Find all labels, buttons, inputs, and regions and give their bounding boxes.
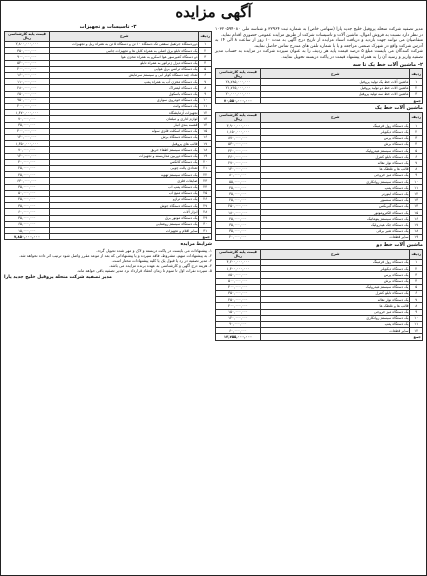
intro-paragraph: مدیر تصفیه شرکت منحله پروفیل خلیج جدید پارا (سهامی خاص) به شماره ثبت ۳۲۹۶۴ و شناسه ملی ۱۰۳۲۰۵۹۴۰۸۰ در نظر دارد نسبت به فروش اموال، ماشین آلات و تاسیسات شرکت از طریق مزایده عمومی حضوری اقدام نماید. bbox=[215, 27, 423, 38]
intro-paragraph: شرکت کنندگان می بایست مبلغ ۵ درصد قیمت پایه هر ردیف را به عنوان سپرده شرکت در مزایده به حساب مدیر تصفیه واریز و رسید آن را به همراه پیشنهاد قیمت در پاکت دربسته تحویل نمایند. bbox=[215, 49, 423, 60]
col-num: ردیف bbox=[199, 31, 212, 41]
table-row bbox=[216, 234, 423, 240]
row-num: ۱ bbox=[410, 79, 423, 85]
row-num: ۷ bbox=[199, 79, 212, 85]
left-column bbox=[4, 23, 212, 280]
row-price: ۱۴۰,۰۰۰,۰۰۰ bbox=[5, 134, 50, 140]
row-desc: یک دستگاه اسکلت فلزی سوله bbox=[50, 128, 199, 134]
row-desc: یک دستگاه دستگاه جوش bbox=[50, 203, 199, 209]
sum-label: جمع bbox=[261, 334, 423, 340]
row-price: ۴۲۰,۰۰۰,۰۰۰ bbox=[216, 148, 261, 154]
row-desc: یک دستگاه سیستم هیدرولیک bbox=[261, 284, 410, 290]
row-desc: تجهیزات آزمایشگاه bbox=[50, 110, 199, 116]
row-num: ۲۴ bbox=[199, 184, 212, 190]
row-price: ۶۳۰,۰۰۰,۰۰۰ bbox=[5, 178, 50, 184]
row-price: ۵۳۰,۰۰۰,۰۰۰ bbox=[216, 141, 261, 147]
row-price: ۱۲۰,۰۰۰,۰۰۰ bbox=[5, 153, 50, 159]
row-desc: دوردستگاه جرثقیل سقفی تک دستگاه ۱۰ تن و دستگاه ۵ تن به همراه ریل و تجهیزات bbox=[50, 41, 199, 47]
row-price: ۳۵,۰۰۰,۰۰۰ bbox=[216, 228, 261, 234]
row-price: ۲۸,۷۸۵,۰۰۰,۰۰۰ bbox=[216, 79, 261, 85]
row-desc: یک دستگاه موتور برق bbox=[50, 215, 199, 221]
row-desc: ماشین آلات خط دو تولید پروفیل bbox=[261, 85, 410, 91]
row-desc: یک دستگاه تابلو کنترل bbox=[261, 154, 410, 160]
row-price: ۳۵۰,۰۰۰,۰۰۰ bbox=[216, 290, 261, 296]
row-num: ۸ bbox=[410, 166, 423, 172]
row-num: ۱۲ bbox=[199, 110, 212, 116]
row-num: ۲ bbox=[199, 48, 212, 54]
row-price: ۴۰۰,۰۰۰,۰۰۰ bbox=[5, 128, 50, 134]
left-section-title: ۳- تاسیسات و تجهیزات bbox=[79, 24, 137, 30]
row-price: ۸۵۰,۰۰۰,۰۰۰ bbox=[216, 272, 261, 278]
row-desc: یک دستگاه دیکویلر bbox=[261, 266, 410, 272]
row-price: ۳۵,۰۰۰,۰۰۰ bbox=[216, 222, 261, 228]
row-desc: دو دستگاه کمپرسور هوا اسکرو به همراه مخزن هوا bbox=[50, 54, 199, 60]
row-num: ۱۹ bbox=[410, 234, 423, 240]
row-desc: یک دستگاه پمپ bbox=[261, 185, 410, 191]
col-desc: شرح bbox=[261, 112, 410, 122]
signature: مدیر تصفیه شرکت منحله پروفیل خلیج جدید پارا bbox=[4, 274, 112, 280]
row-price: ۴۰,۰۰۰,۰۰۰ bbox=[5, 159, 50, 165]
row-price: ۴۰۰,۰۰۰,۰۰۰ bbox=[216, 284, 261, 290]
row-num: ۱۵ bbox=[199, 128, 212, 134]
col-num: ردیف bbox=[410, 112, 423, 122]
row-num: ۱۲ bbox=[410, 191, 423, 197]
row-num: ۱ bbox=[410, 259, 423, 265]
row-desc: لوازم اداری و مبلمان bbox=[50, 116, 199, 122]
row-num: ۹ bbox=[410, 309, 423, 315]
sum-value: ۱۳,۷۵۵,۰۰۰,۰۰۰ bbox=[216, 334, 261, 340]
sum-label: جمع bbox=[50, 234, 212, 240]
row-price: ۲۵,۰۰۰,۰۰۰ bbox=[5, 165, 50, 171]
col-desc: شرح bbox=[261, 69, 410, 79]
row-price: ۷۰,۰۰۰,۰۰۰ bbox=[5, 147, 50, 153]
row-price: ۱,۱۵۰,۰۰۰,۰۰۰ bbox=[216, 129, 261, 135]
row-num: ۱۸ bbox=[199, 147, 212, 153]
row-num: ۳ bbox=[410, 91, 423, 97]
row-desc: یک دستگاه دیزل ژنراتور به همراه تابلو bbox=[50, 60, 199, 66]
row-desc: قفسه بندی انبار bbox=[50, 122, 199, 128]
row-desc: قالب ها و غلطک ها bbox=[261, 166, 410, 172]
row-desc: یک دستگاه سیستم اطفاء حریق bbox=[50, 147, 199, 153]
row-price: ۲۵۰,۰۰۰,۰۰۰ bbox=[216, 297, 261, 303]
row-price: ۴۵,۰۰۰,۰۰۰ bbox=[216, 216, 261, 222]
row-price: ۱۶۰,۰۰۰,۰۰۰ bbox=[5, 72, 50, 78]
row-desc: یک دستگاه دوربین مداربسته و تجهیزات bbox=[50, 153, 199, 159]
conditions bbox=[4, 242, 212, 273]
row-num: ۲۷ bbox=[199, 203, 212, 209]
sum-value: ۷۰,۵۵۰,۰۰۰,۰۰۰ bbox=[216, 98, 261, 104]
section2-table bbox=[215, 112, 423, 241]
row-num: ۱۲ bbox=[410, 328, 423, 334]
row-desc: یک دستگاه نوار نقاله bbox=[261, 160, 410, 166]
condition-item: ۳- مدیر تصفیه در رد یا قبول یک یا کلیه پیشنهادات مختار است. bbox=[111, 258, 212, 264]
row-price: ۵۰۰,۰۰۰,۰۰۰ bbox=[216, 278, 261, 284]
right-column bbox=[215, 27, 423, 341]
row-desc: یک دستگاه ترازو bbox=[50, 196, 199, 202]
row-desc: سایر قطعات bbox=[261, 328, 410, 334]
row-num: ۳ bbox=[410, 135, 423, 141]
row-price: ۶۵۰,۰۰۰,۰۰۰ bbox=[5, 91, 50, 97]
row-num: ۱۶ bbox=[410, 216, 423, 222]
row-num: ۱۳ bbox=[410, 197, 423, 203]
row-desc: یک دستگاه پرس bbox=[261, 135, 410, 141]
row-desc: سایر قطعات bbox=[261, 234, 410, 240]
col-price: قیمت پایه کارشناسی ریال bbox=[5, 31, 50, 41]
col-price: قیمت پایه کارشناسی ریال bbox=[216, 112, 261, 122]
row-num: ۱۷ bbox=[410, 222, 423, 228]
section3-title: ماشین آلات خط دو bbox=[376, 242, 423, 249]
row-desc: یک دستگاه سیستم روانکاری bbox=[261, 179, 410, 185]
row-desc: یک دستگاه الکتروموتور bbox=[261, 210, 410, 216]
row-price: ۳۵۰,۰۰۰,۰۰۰ bbox=[5, 48, 50, 54]
row-desc: یک دستگاه لیفتراک bbox=[50, 85, 199, 91]
row-price: ۲,۸۰۰,۰۰۰,۰۰۰ bbox=[5, 41, 50, 47]
row-price: ۱۵,۰۰۰,۰۰۰ bbox=[5, 228, 50, 234]
row-num: ۵ bbox=[410, 148, 423, 154]
row-desc: یک دستگاه ترانس برق هوایی bbox=[50, 66, 199, 72]
row-num: ۲۶ bbox=[199, 196, 212, 202]
row-price: ۳,۹۰۰,۰۰۰,۰۰۰ bbox=[216, 123, 261, 129]
row-desc: یک دستگاه مخزن آب به همراه پمپ bbox=[50, 79, 199, 85]
intro-paragraph: متقاضیان می توانند جهت بازدید و دریافت اسناد مزایده از تاریخ درج آگهی به مدت ۱۰ روز از ساعت ۸ الی ۱۴ به آدرس شرکت واقع در شهرک صنعتی مراجعه و یا با شماره تلفن های مندرج تماس حاصل نمایند. bbox=[215, 38, 424, 49]
row-desc: یک دستگاه باسکول bbox=[50, 91, 199, 97]
col-num: ردیف bbox=[410, 249, 423, 259]
row-price: ۸۰,۰۰۰,۰۰۰ bbox=[216, 172, 261, 178]
row-num: ۷ bbox=[410, 160, 423, 166]
row-num: ۲۳ bbox=[199, 178, 212, 184]
row-num: ۹ bbox=[410, 172, 423, 178]
row-price: ۳۶۰,۰۰۰,۰۰۰ bbox=[216, 154, 261, 160]
row-num: ۱۰ bbox=[410, 179, 423, 185]
row-desc: یک دستگاه رول فرمینگ bbox=[261, 123, 410, 129]
row-num: ۳ bbox=[410, 272, 423, 278]
row-desc: ماشین آلات خط سه تولید پروفیل bbox=[261, 91, 410, 97]
row-desc: یک دستگاه شیر برقی bbox=[261, 228, 410, 234]
row-desc: یک دستگاه میز خروجی bbox=[261, 309, 410, 315]
row-price: ۱,۳۵۰,۰۰۰,۰۰۰ bbox=[5, 141, 50, 147]
row-price: ۵۵,۰۰۰,۰۰۰ bbox=[216, 179, 261, 185]
intro-text bbox=[215, 27, 423, 61]
row-desc: تعدادی پالت چوبی bbox=[50, 165, 199, 171]
row-price: ۳۵,۰۰۰,۰۰۰ bbox=[5, 122, 50, 128]
row-num: ۸ bbox=[410, 303, 423, 309]
row-num: ۲۰ bbox=[199, 159, 212, 165]
row-price: ۱,۳۰۰,۰۰۰,۰۰۰ bbox=[216, 266, 261, 272]
conditions-title: شرایط مزایده bbox=[180, 242, 212, 248]
sum-label: جمع bbox=[261, 98, 423, 104]
row-desc: یک دستگاه پمپ bbox=[261, 321, 410, 327]
row-num: ۱۱ bbox=[199, 103, 212, 109]
row-desc: یک دستگاه سنسور bbox=[261, 197, 410, 203]
condition-item: ۴- هزینه درج آگهی و کارشناسی به عهده برنده مزایده می باشد. bbox=[108, 263, 212, 269]
row-price: ۴۵,۰۰۰,۰۰۰ bbox=[5, 172, 50, 178]
row-num: ۲۲ bbox=[199, 172, 212, 178]
row-price: ۴۵,۰۰۰,۰۰۰ bbox=[216, 185, 261, 191]
row-num: ۲ bbox=[410, 129, 423, 135]
row-price: ۶۰,۰۰۰,۰۰۰ bbox=[5, 209, 50, 215]
row-desc: یک دستگاه سیستم روشنایی bbox=[50, 221, 199, 227]
row-num: ۱۴ bbox=[199, 122, 212, 128]
row-price: ۶۰,۰۰۰,۰۰۰ bbox=[216, 328, 261, 334]
row-num: ۱۳ bbox=[199, 116, 212, 122]
condition-item: ۵- سپرده نفرات اول تا سوم تا زمان انعقاد قرارداد نزد مدیر تصفیه باقی خواهد ماند. bbox=[76, 268, 212, 274]
row-price: ۱۱۰,۰۰۰,۰۰۰ bbox=[5, 79, 50, 85]
row-desc: یک دستگاه وانت bbox=[50, 103, 199, 109]
row-num: ۱۰ bbox=[199, 97, 212, 103]
sum-value: ۷,۸۵۰,۰۰۰,۰۰۰ bbox=[5, 234, 50, 240]
row-num: ۱۱ bbox=[410, 185, 423, 191]
row-desc: یک دستگاه نوار نقاله bbox=[261, 297, 410, 303]
section3-table bbox=[215, 249, 423, 341]
row-price: ۵۲۰,۰۰۰,۰۰۰ bbox=[5, 60, 50, 66]
col-desc: شرح bbox=[50, 31, 199, 41]
row-desc: یک دستگاه پمپ آب bbox=[50, 184, 199, 190]
row-num: ۱ bbox=[410, 123, 423, 129]
row-desc: یک دستگاه تابلو کنترل bbox=[261, 290, 410, 296]
row-desc: یک دستگاه سیستم پنوماتیک bbox=[261, 216, 410, 222]
row-num: ۴ bbox=[410, 141, 423, 147]
row-price: ۲۰,۰۰۰,۰۰۰,۰۰۰ bbox=[216, 91, 261, 97]
row-num: ۲۵ bbox=[199, 190, 212, 196]
row-desc: ابزار آلات bbox=[50, 209, 199, 215]
col-desc: شرح bbox=[261, 249, 410, 259]
row-price: ۲۰۰,۰۰۰,۰۰۰ bbox=[5, 103, 50, 109]
col-price: قیمت پایه کارشناسی ریال bbox=[216, 69, 261, 79]
row-desc: یک دستگاه جک هیدرولیک bbox=[261, 222, 410, 228]
row-desc: یک دستگاه برش bbox=[261, 141, 410, 147]
row-num: ۱۸ bbox=[410, 228, 423, 234]
row-price: ۴۵,۰۰۰,۰۰۰ bbox=[5, 196, 50, 202]
row-price: ۷۰,۰۰۰,۰۰۰ bbox=[5, 116, 50, 122]
row-price: ۵۰,۰۰۰,۰۰۰ bbox=[5, 190, 50, 196]
row-num: ۱۷ bbox=[199, 141, 212, 147]
row-price: ۱۲۰,۰۰۰,۰۰۰ bbox=[216, 315, 261, 321]
notice-title: آگهی مزایده bbox=[175, 3, 252, 21]
row-desc: یک دستگاه دیکویلر bbox=[261, 129, 410, 135]
row-price: ۹۰,۰۰۰,۰۰۰ bbox=[216, 321, 261, 327]
row-desc: یک دستگاه گیربکس bbox=[261, 203, 410, 209]
col-price: قیمت پایه کارشناسی ریال bbox=[216, 249, 261, 259]
row-num: ۱۶ bbox=[199, 134, 212, 140]
row-price: ۹۵۰,۰۰۰,۰۰۰ bbox=[5, 97, 50, 103]
row-num: ۸ bbox=[199, 85, 212, 91]
row-num: ۵ bbox=[199, 66, 212, 72]
row-price: ۲۵۰,۰۰۰,۰۰۰ bbox=[216, 203, 261, 209]
row-num: ۱۹ bbox=[199, 153, 212, 159]
row-desc: یک دستگاه دستگاه برش bbox=[50, 134, 199, 140]
row-num: ۴ bbox=[199, 60, 212, 66]
row-num: ۱ bbox=[199, 41, 212, 47]
row-desc: قالب های پروفیل bbox=[50, 141, 199, 147]
row-desc: یک دستگاه سیستم روانکاری bbox=[261, 315, 410, 321]
row-num: ۳ bbox=[199, 54, 212, 60]
row-price: ۱۸۰,۰۰۰,۰۰۰ bbox=[216, 210, 261, 216]
row-num: ۱۰ bbox=[410, 315, 423, 321]
row-desc: یک دستگاه اینورتر bbox=[261, 191, 410, 197]
section1-title: ۲- ماشین آلات خط یک تا سه bbox=[352, 61, 423, 68]
row-desc: ماشین آلات خط یک تولید پروفیل bbox=[261, 79, 410, 85]
row-num: ۱۵ bbox=[410, 210, 423, 216]
row-price: ۲۰۰,۰۰۰,۰۰۰ bbox=[5, 66, 50, 72]
row-price: ۳۵,۰۰۰,۰۰۰ bbox=[216, 191, 261, 197]
row-price: ۲۰۰,۰۰۰,۰۰۰ bbox=[216, 303, 261, 309]
row-price: ۳۵,۰۰۰,۰۰۰ bbox=[5, 203, 50, 209]
row-num: ۳۱ bbox=[199, 228, 212, 234]
row-price: ۳۵,۰۰۰,۰۰۰ bbox=[5, 184, 50, 190]
row-desc: ضایعات فلزی bbox=[50, 178, 199, 184]
equipment-table bbox=[4, 31, 212, 241]
condition-item: ۲- به پیشنهادات مبهم، مشروط، فاقد سپرده و یا پیشنهاداتی که بعد از موعد مقرر واصل شود ترتیب اثر داده نخواهد شد. bbox=[19, 252, 212, 258]
row-price: ۲۱,۷۶۵,۰۰۰,۰۰۰ bbox=[216, 85, 261, 91]
row-desc: یک دستگاه سیستم تهویه bbox=[50, 172, 199, 178]
row-price: ۸۷۰,۰۰۰,۰۰۰ bbox=[216, 135, 261, 141]
row-desc: یک دستگاه رول فرمینگ bbox=[261, 259, 410, 265]
row-desc: یک دستگاه پرس bbox=[261, 272, 410, 278]
row-price: ۲۰,۰۰۰,۰۰۰ bbox=[216, 234, 261, 240]
row-price: ۹۰۰,۰۰۰,۰۰۰ bbox=[5, 54, 50, 60]
section1-table bbox=[215, 68, 423, 104]
row-price: ۱۴۰,۰۰۰,۰۰۰ bbox=[216, 166, 261, 172]
row-price: ۳۵,۰۰۰,۰۰۰ bbox=[5, 215, 50, 221]
row-price: ۲۸۰,۰۰۰,۰۰۰ bbox=[5, 85, 50, 91]
row-num: ۴ bbox=[410, 278, 423, 284]
row-num: ۲۸ bbox=[199, 209, 212, 215]
row-num: ۹ bbox=[199, 91, 212, 97]
row-price: ۱۵۰,۰۰۰,۰۰۰ bbox=[216, 309, 261, 315]
row-desc: یک دستگاه تابلو برق اصلی به همراه کابل ها و تجهیزات جانبی bbox=[50, 48, 199, 54]
row-price: ۴,۲۰۰,۰۰۰,۰۰۰ bbox=[216, 259, 261, 265]
row-num: ۳۰ bbox=[199, 221, 212, 227]
row-desc: یک دستگاه سیستم هیدرولیک bbox=[261, 148, 410, 154]
row-num: ۵ bbox=[410, 284, 423, 290]
row-price: ۲۵,۰۰۰,۰۰۰ bbox=[216, 197, 261, 203]
row-num: ۲ bbox=[410, 85, 423, 91]
condition-item: ۱- پیشنهادات می بایست در پاکت دربسته و لاک و مهر شده تحویل گردد. bbox=[95, 247, 212, 253]
section2-title: ماشین آلات خط یک bbox=[374, 105, 423, 112]
row-num: ۶ bbox=[410, 154, 423, 160]
row-desc: یک دستگاه منبع آب bbox=[50, 190, 199, 196]
row-num: ۶ bbox=[410, 290, 423, 296]
row-num: ۷ bbox=[410, 297, 423, 303]
row-desc: یک دستگاه برش bbox=[261, 278, 410, 284]
row-num: ۶ bbox=[199, 72, 212, 78]
row-num: ۱۴ bbox=[410, 203, 423, 209]
row-desc: سایر اقلام و تجهیزات bbox=[50, 228, 199, 234]
row-desc: یک دستگاه میز خروجی bbox=[261, 172, 410, 178]
row-num: ۲ bbox=[410, 266, 423, 272]
row-desc: یک دستگاه خودروی سواری bbox=[50, 97, 199, 103]
col-num: ردیف bbox=[410, 69, 423, 79]
row-price: ۱,۴۷۰,۰۰۰,۰۰۰ bbox=[5, 110, 50, 116]
row-desc: قالب ها و غلطک ها bbox=[261, 303, 410, 309]
row-num: ۲۹ bbox=[199, 215, 212, 221]
row-price: ۲۷۰,۰۰۰,۰۰۰ bbox=[216, 160, 261, 166]
row-desc: تعداد چند دستگاه کولر آبی و سیستم سرمایش bbox=[50, 72, 199, 78]
row-desc: یک دستگاه کانکس bbox=[50, 159, 199, 165]
row-num: ۲۱ bbox=[199, 165, 212, 171]
row-num: ۱۱ bbox=[410, 321, 423, 327]
row-price: ۶۵,۰۰۰,۰۰۰ bbox=[5, 221, 50, 227]
